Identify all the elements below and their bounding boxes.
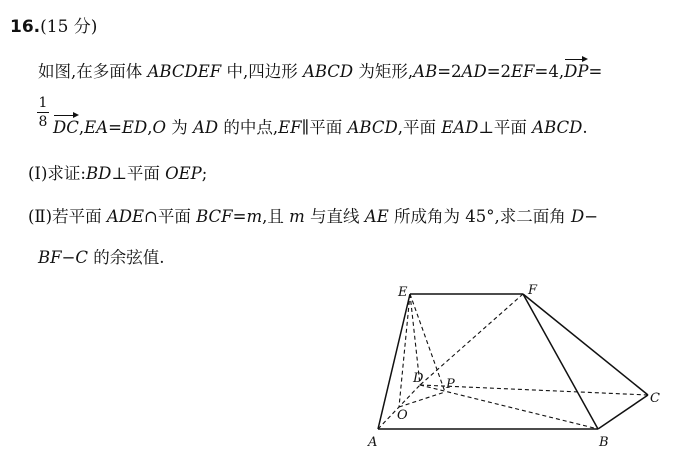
label-o: O	[397, 408, 408, 423]
text-segment: 为	[165, 118, 193, 137]
segment-ef: EF	[278, 118, 302, 137]
quadrilateral-name: ABCD	[302, 62, 354, 81]
text-segment: 如图,在多面体	[38, 62, 148, 81]
plane-abcd: ABCD	[347, 118, 398, 137]
segment-ad: AD	[461, 62, 487, 81]
segment-ed: ED	[121, 118, 148, 137]
text-segment: ,且	[262, 207, 290, 226]
text-segment: 为矩形,	[353, 62, 414, 81]
label-f: F	[528, 283, 538, 298]
text-segment: .	[582, 118, 588, 137]
segment-fd	[420, 294, 523, 385]
segment-op	[399, 392, 445, 407]
text-segment: −	[61, 248, 76, 267]
text-segment: =4,	[534, 62, 565, 81]
text-segment: ,	[78, 118, 85, 137]
edge-fc	[523, 294, 648, 395]
text-segment: =	[232, 207, 247, 226]
text-segment: ∩平面	[144, 207, 197, 226]
vector-dp: DP	[564, 62, 589, 81]
line-m: m	[246, 207, 263, 226]
text-segment: =	[108, 118, 122, 137]
part-1-label: (Ⅰ)求证:	[28, 164, 86, 183]
line-m: m	[289, 207, 305, 226]
text-segment: ∥平面	[301, 118, 348, 137]
vector-dc: DC	[53, 118, 79, 137]
fraction-numerator: 1	[38, 95, 48, 111]
solid-edges	[378, 294, 648, 429]
text-segment: =2	[437, 62, 462, 81]
text-segment: 与直线	[304, 207, 365, 226]
point-c: C	[75, 248, 89, 267]
segment-eo	[399, 294, 410, 407]
text-segment: 的余弦值.	[88, 248, 165, 267]
label-d: D	[413, 371, 424, 386]
text-segment: =2	[486, 62, 512, 81]
text-segment: ,平面	[397, 118, 442, 137]
polyhedron-name: ABCDEF	[147, 62, 222, 81]
edge-bc	[598, 395, 648, 429]
text-segment: =	[588, 62, 603, 81]
plane-bcf: BCF	[196, 207, 233, 226]
text-segment: 中,四边形	[221, 62, 303, 81]
fraction-denominator: 8	[38, 114, 48, 131]
label-c: C	[650, 391, 660, 406]
edge-bf: BF	[38, 248, 62, 267]
text-segment: −	[584, 207, 599, 226]
question-number-label: 16.	[10, 17, 41, 37]
plane-ead: EAD	[441, 118, 479, 137]
segment-bd: BD	[85, 164, 112, 183]
label-e: E	[398, 285, 408, 300]
segment-ef: EF	[511, 62, 535, 81]
label-p: P	[446, 377, 455, 392]
segment-ad: AD	[192, 118, 219, 137]
part-2-label: (Ⅱ)若平面	[28, 207, 107, 226]
plane-abcd: ABCD	[532, 118, 583, 137]
text-segment: 的中点,	[218, 118, 279, 137]
question-points: (15 分)	[40, 17, 98, 37]
plane-oep: OEP	[165, 164, 202, 183]
segment-ab: AB	[413, 62, 438, 81]
label-a: A	[368, 435, 378, 450]
text-segment: ⊥平面	[478, 118, 533, 137]
point-o: O	[152, 118, 166, 137]
line-ae: AE	[364, 207, 389, 226]
text-segment: ;	[201, 164, 208, 183]
point-d: D	[570, 207, 585, 226]
edge-fb	[523, 294, 598, 429]
text-segment: ⊥平面	[111, 164, 166, 183]
segment-ea: EA	[84, 118, 109, 137]
text-segment: ,	[147, 118, 153, 137]
text-segment: 所成角为 45°,求二面角	[388, 207, 571, 226]
plane-ade: ADE	[106, 207, 145, 226]
label-b: B	[599, 435, 609, 450]
